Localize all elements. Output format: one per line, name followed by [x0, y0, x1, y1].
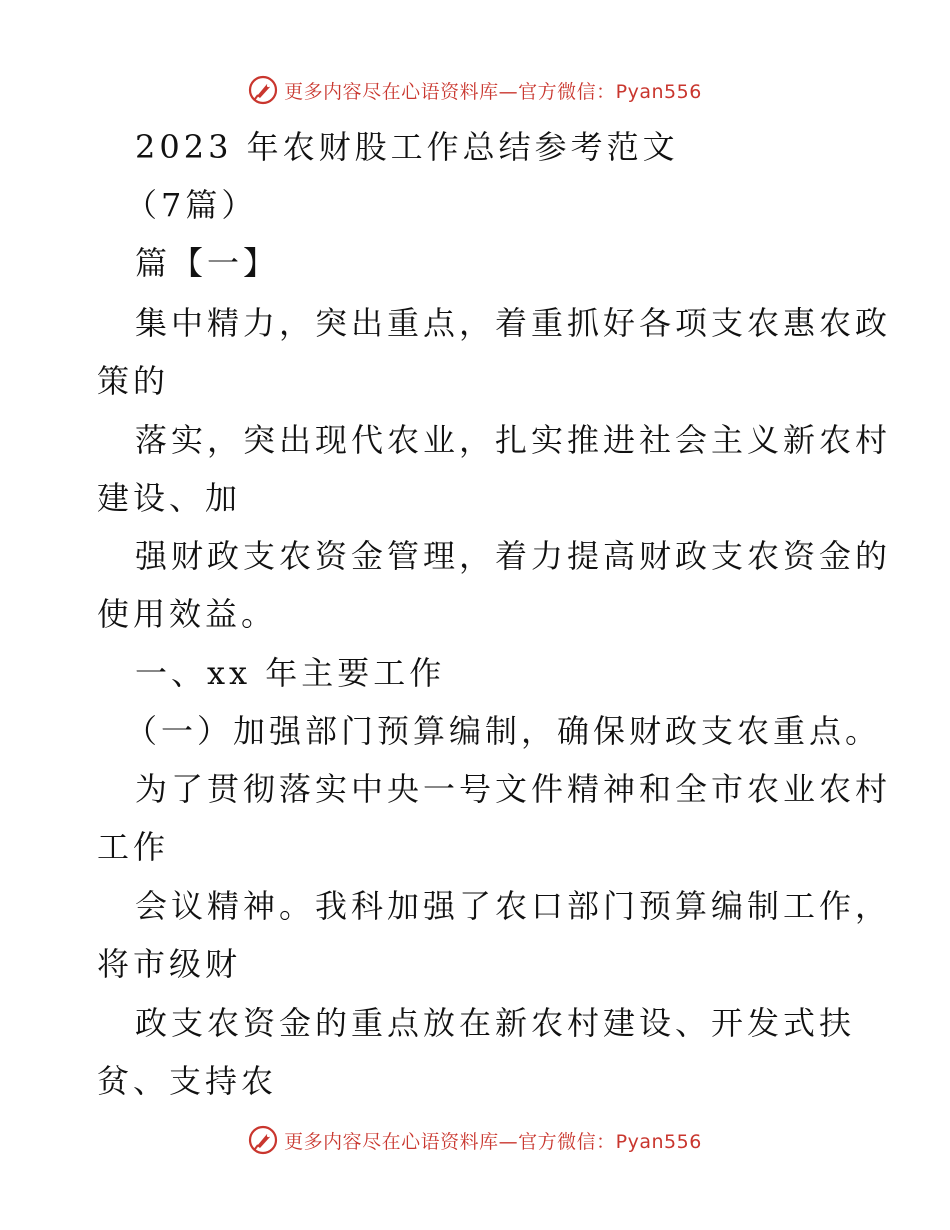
paragraph-line: 会议精神。我科加强了农口部门预算编制工作，	[135, 887, 892, 925]
pen-nib-seal-icon	[248, 1125, 278, 1155]
paragraph-line: 落实，突出现代农业，扎实推进社会主义新农村	[135, 421, 892, 459]
paragraph-line: 建设、加	[97, 479, 242, 517]
section-heading: 篇【一】	[135, 244, 280, 282]
watermark-text: 更多内容尽在心语资料库—官方微信：Pyan556	[284, 1130, 702, 1153]
paragraph-line: 为了贯彻落实中央一号文件精神和全市农业农村	[135, 770, 892, 808]
paragraph-line: 工作	[97, 828, 170, 866]
paragraph-line: 将市级财	[97, 945, 242, 983]
document-title: 2023 年农财股工作总结参考范文	[135, 128, 679, 166]
paragraph-line: 贫、支持农	[97, 1062, 278, 1100]
document-subtitle: （7篇）	[125, 186, 258, 224]
subsection-heading: （一）加强部门预算编制，确保财政支农重点。	[125, 712, 882, 750]
paragraph-line: 集中精力，突出重点，着重抓好各项支农惠农政	[135, 304, 892, 342]
header-watermark	[0, 70, 950, 110]
paragraph-line: 强财政支农资金管理，着力提高财政支农资金的	[135, 537, 892, 575]
section-subheading: 一、xx 年主要工作	[135, 654, 446, 692]
paragraph-line: 使用效益。	[97, 595, 278, 633]
footer-watermark	[0, 1120, 950, 1160]
paragraph-line: 政支农资金的重点放在新农村建设、开发式扶	[135, 1004, 856, 1042]
paragraph-line: 策的	[97, 362, 170, 400]
pen-nib-seal-icon	[248, 75, 278, 105]
watermark-text: 更多内容尽在心语资料库—官方微信：Pyan556	[284, 80, 702, 103]
